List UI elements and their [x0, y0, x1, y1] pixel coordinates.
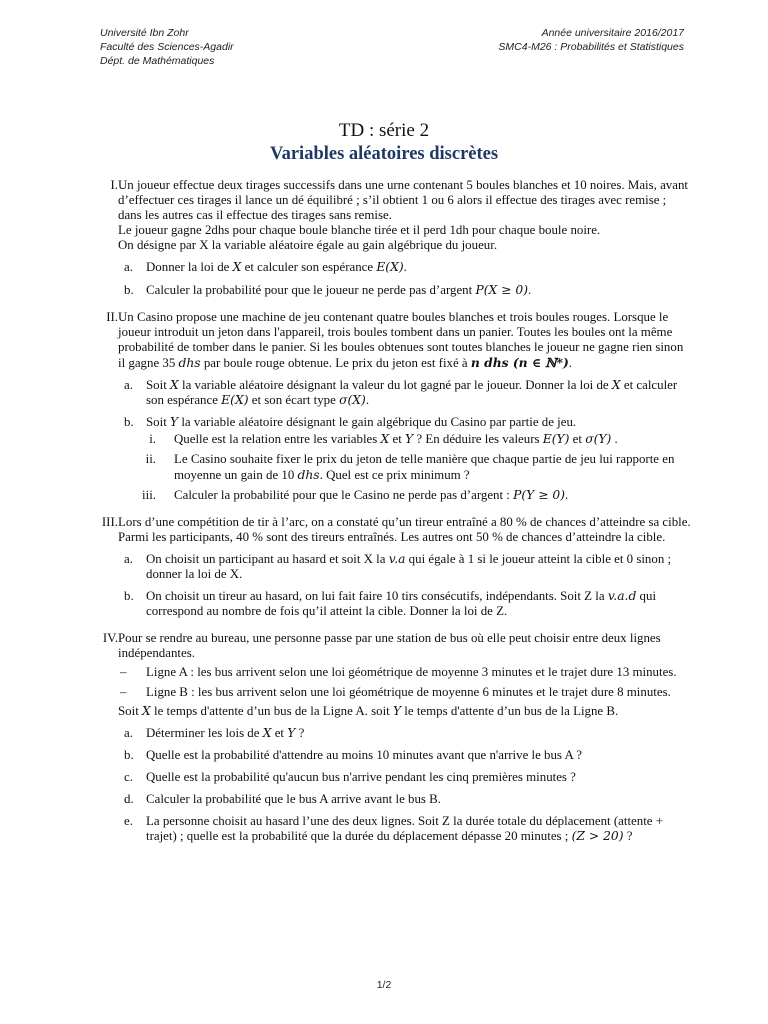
math-expr: X [142, 703, 151, 718]
question-2a [118, 378, 692, 408]
exercise-2-statement [118, 310, 692, 371]
math-expr: n dhs (n ∈ ℕ*) [470, 354, 569, 370]
exercise-2 [80, 310, 692, 503]
question-3a [118, 552, 692, 582]
exercise-3 [80, 515, 692, 620]
question-text: . Quel est ce prix minimum ? [319, 467, 470, 482]
question-text: Déterminer les lois de [146, 725, 263, 740]
question-text: la variable aléatoire désignant le gain algébrique du Casino par partie de jeu. [178, 415, 577, 430]
title-block [0, 120, 768, 166]
exercise-1-variable: On désigne par X la variable aléatoire égale au gain algébrique du joueur. [118, 238, 498, 253]
math-expr: Y [170, 415, 179, 430]
math-expr: v.a [388, 551, 406, 566]
math-expr: X [380, 432, 390, 447]
question-text: Calculer la probabilité que le bus A arrive avant le bus B. [146, 792, 441, 806]
math-expr: dhs [297, 467, 320, 482]
question-text: Quelle est la probabilité d'attendre au moins 10 minutes avant que n'arrive le bus A ? [146, 747, 583, 762]
page-number: 1/2 [376, 979, 392, 991]
question-text: . [528, 282, 532, 297]
question-text: Calculer la probabilité pour que le joueur ne perde pas d’argent [146, 282, 476, 297]
math-expr: σ(X) [339, 393, 366, 408]
question-1b [118, 283, 692, 298]
math-expr: P(X ≥ 0) [475, 282, 529, 297]
statement-text: le temps d'attente d’un bus de la Ligne B. [401, 703, 619, 718]
line-a-text: Ligne A : les bus arrivent selon une loi géométrique de moyenne 3 minutes et le trajet dure 13 minutes. [146, 665, 677, 680]
question-text: On choisit un participant au hasard et soit X la [146, 551, 389, 566]
math-expr: σ(Y) [585, 432, 612, 447]
question-3b [118, 589, 692, 619]
question-label: a. [124, 378, 133, 393]
department-name: Dépt. de Mathématiques [100, 55, 215, 67]
question-4e [118, 814, 692, 844]
exercise-1-statement [118, 178, 692, 223]
exercise-1-gain-rule: Le joueur gagne 2dhs pour chaque boule blanche tirée et il perd 1dh pour chaque boule noire. [118, 223, 601, 238]
math-expr: E(Y) [542, 432, 570, 447]
statement-text: . [568, 355, 573, 370]
question-text: Quelle est la probabilité qu'aucun bus n'arrive pendant les cinq premières minutes ? [146, 769, 576, 784]
question-text: et calculer son espérance [146, 378, 678, 408]
page-title: TD : série 2 [338, 120, 430, 141]
statement-text: Soit [118, 703, 142, 718]
question-2b-i [118, 432, 692, 447]
question-text: . [403, 260, 407, 275]
question-text: Le Casino souhaite fixer le prix du jeton de telle manière que chaque partie de jeu lui rapporte en moyenne un gain de 10 [174, 452, 675, 482]
question-2b [118, 415, 692, 430]
statement-text: Un joueur effectue deux tirages successifs dans une urne contenant 5 boules blanches et 10 noires. Mais, avant d’effectuer ces tirages il lance un dé équilibré ; s’il obtient 1 ou 6 alors il effectue des tirages avec remise ; dans les autres cas il effectue des tirages sans remise. [118, 178, 688, 223]
question-label: c. [124, 769, 133, 784]
course-name: SMC4-M26 : Probabilités et Statistiques [498, 41, 684, 53]
question-label: a. [124, 260, 133, 275]
math-expr: E(X) [221, 393, 249, 408]
question-text: . [611, 432, 618, 447]
question-label: a. [124, 551, 133, 566]
math-expr: (Z > 20) [571, 829, 624, 844]
question-label: b. [124, 589, 134, 604]
question-4d [118, 792, 692, 807]
question-text: . [565, 487, 569, 502]
question-text: et [569, 432, 586, 447]
question-text: ? [623, 829, 633, 844]
math-expr: dhs [178, 355, 201, 370]
question-text: ? [295, 725, 305, 740]
line-b-description [118, 685, 692, 700]
question-label: iii. [142, 487, 156, 502]
exercise-list [80, 178, 692, 853]
math-expr: X [232, 260, 242, 275]
page-subtitle: Variables aléatoires discrètes [269, 144, 499, 164]
question-text: et [389, 432, 406, 447]
question-text: et calculer son espérance [241, 260, 377, 275]
exercise-number: IV. [102, 631, 118, 646]
faculty-name: Faculté des Sciences-Agadir [100, 41, 234, 53]
question-2b-iii [118, 488, 692, 503]
question-label: i. [149, 432, 156, 447]
exercise-4 [80, 631, 692, 844]
question-label: ii. [145, 452, 156, 467]
math-expr: Y [405, 432, 414, 447]
question-text: Calculer la probabilité pour que le Casino ne perde pas d’argent : [174, 487, 514, 502]
exercise-number: II. [106, 309, 118, 324]
math-expr: P(Y ≥ 0) [513, 487, 566, 502]
question-label: d. [124, 792, 134, 806]
university-name: Université Ibn Zohr [100, 27, 189, 39]
header-course [498, 26, 684, 54]
question-text: Donner la loi de [146, 260, 233, 275]
question-text: Soit [146, 415, 170, 430]
question-text: la variable aléatoire désignant la valeur du lot gagné par le joueur. Donner la loi de [178, 378, 612, 393]
statement-text: par boule rouge obtenue. Le prix du jeton est fixé à [200, 355, 471, 370]
question-text: qui égale à 1 si le joueur atteint la cible et 0 sinon ; donner la loi de X. [146, 551, 672, 581]
math-expr: Y [287, 725, 296, 740]
statement-text: Un Casino propose une machine de jeu contenant quatre boules blanches et trois boules rouges. Lorsque le joueur introduit un jeton dans l'appareil, trois boules tombent dans un panier. Toutes les boules ont la même probabilité de tomber dans le panier. Si les boules obtenues sont toutes blanches le joueur ne gagne rien sinon il gagne 35 [118, 309, 684, 370]
question-text: . [365, 393, 370, 408]
question-2b-ii [118, 452, 692, 482]
math-expr: v.a.d [607, 589, 637, 604]
exercise-number: I. [110, 178, 118, 192]
math-expr: X [262, 725, 272, 740]
question-text: Quelle est la relation entre les variables [174, 432, 381, 447]
exercise-4-variables [118, 704, 692, 719]
question-text: ? En déduire les valeurs [413, 432, 543, 447]
line-a-description [118, 665, 692, 680]
math-expr: Y [392, 703, 402, 718]
math-expr: E(X) [376, 260, 404, 275]
academic-year: Année universitaire 2016/2017 [541, 27, 684, 39]
math-expr: X [170, 378, 179, 393]
question-1a [118, 260, 692, 275]
exercise-3-statement: Lors d’une compétition de tir à l’arc, on a constaté qu’un tireur entraîné a 80 % de chances d’atteindre sa cible. Parmi les participants, 40 % sont des tireurs entraînés. Les autres ont 50 % de chances d’atteindre la cible. [118, 514, 691, 544]
exercise-4-statement: Pour se rendre au bureau, une personne passe par une station de bus où elle peut choisir entre deux lignes indépendantes. [118, 631, 661, 661]
line-b-text: Ligne B : les bus arrivent selon une loi géométrique de moyenne 6 minutes et le trajet dure 8 minutes. [146, 684, 671, 699]
math-expr: X [611, 378, 621, 393]
statement-text: le temps d'attente d’un bus de la Ligne A. soit [150, 703, 393, 718]
question-4c [118, 770, 692, 785]
question-label: b. [124, 747, 134, 762]
question-label: e. [124, 814, 133, 829]
exercise-number: III. [101, 514, 118, 529]
question-4a [118, 726, 692, 741]
dash-bullet: – [120, 665, 127, 680]
dash-bullet: – [120, 684, 127, 699]
question-text: et son écart type [248, 393, 340, 408]
question-4b [118, 748, 692, 763]
question-label: b. [124, 415, 134, 430]
question-text: qui correspond au nombre de fois qu’il atteint la cible. Donner la loi de Z. [146, 589, 657, 619]
exercise-1 [80, 178, 692, 298]
header-institution [100, 26, 234, 68]
question-text: Soit [146, 378, 170, 393]
question-label: a. [124, 725, 133, 740]
question-text: La personne choisit au hasard l’une des deux lignes. Soit Z la durée totale du déplacement (attente + trajet) ; quelle est la probabilité que la durée du déplacement dépasse 20 minutes ; [146, 814, 663, 844]
question-text: On choisit un tireur au hasard, on lui fait faire 10 tirs consécutifs, indépendants. Soit Z la [146, 589, 608, 604]
question-label: b. [124, 282, 134, 297]
question-text: et [271, 725, 288, 740]
